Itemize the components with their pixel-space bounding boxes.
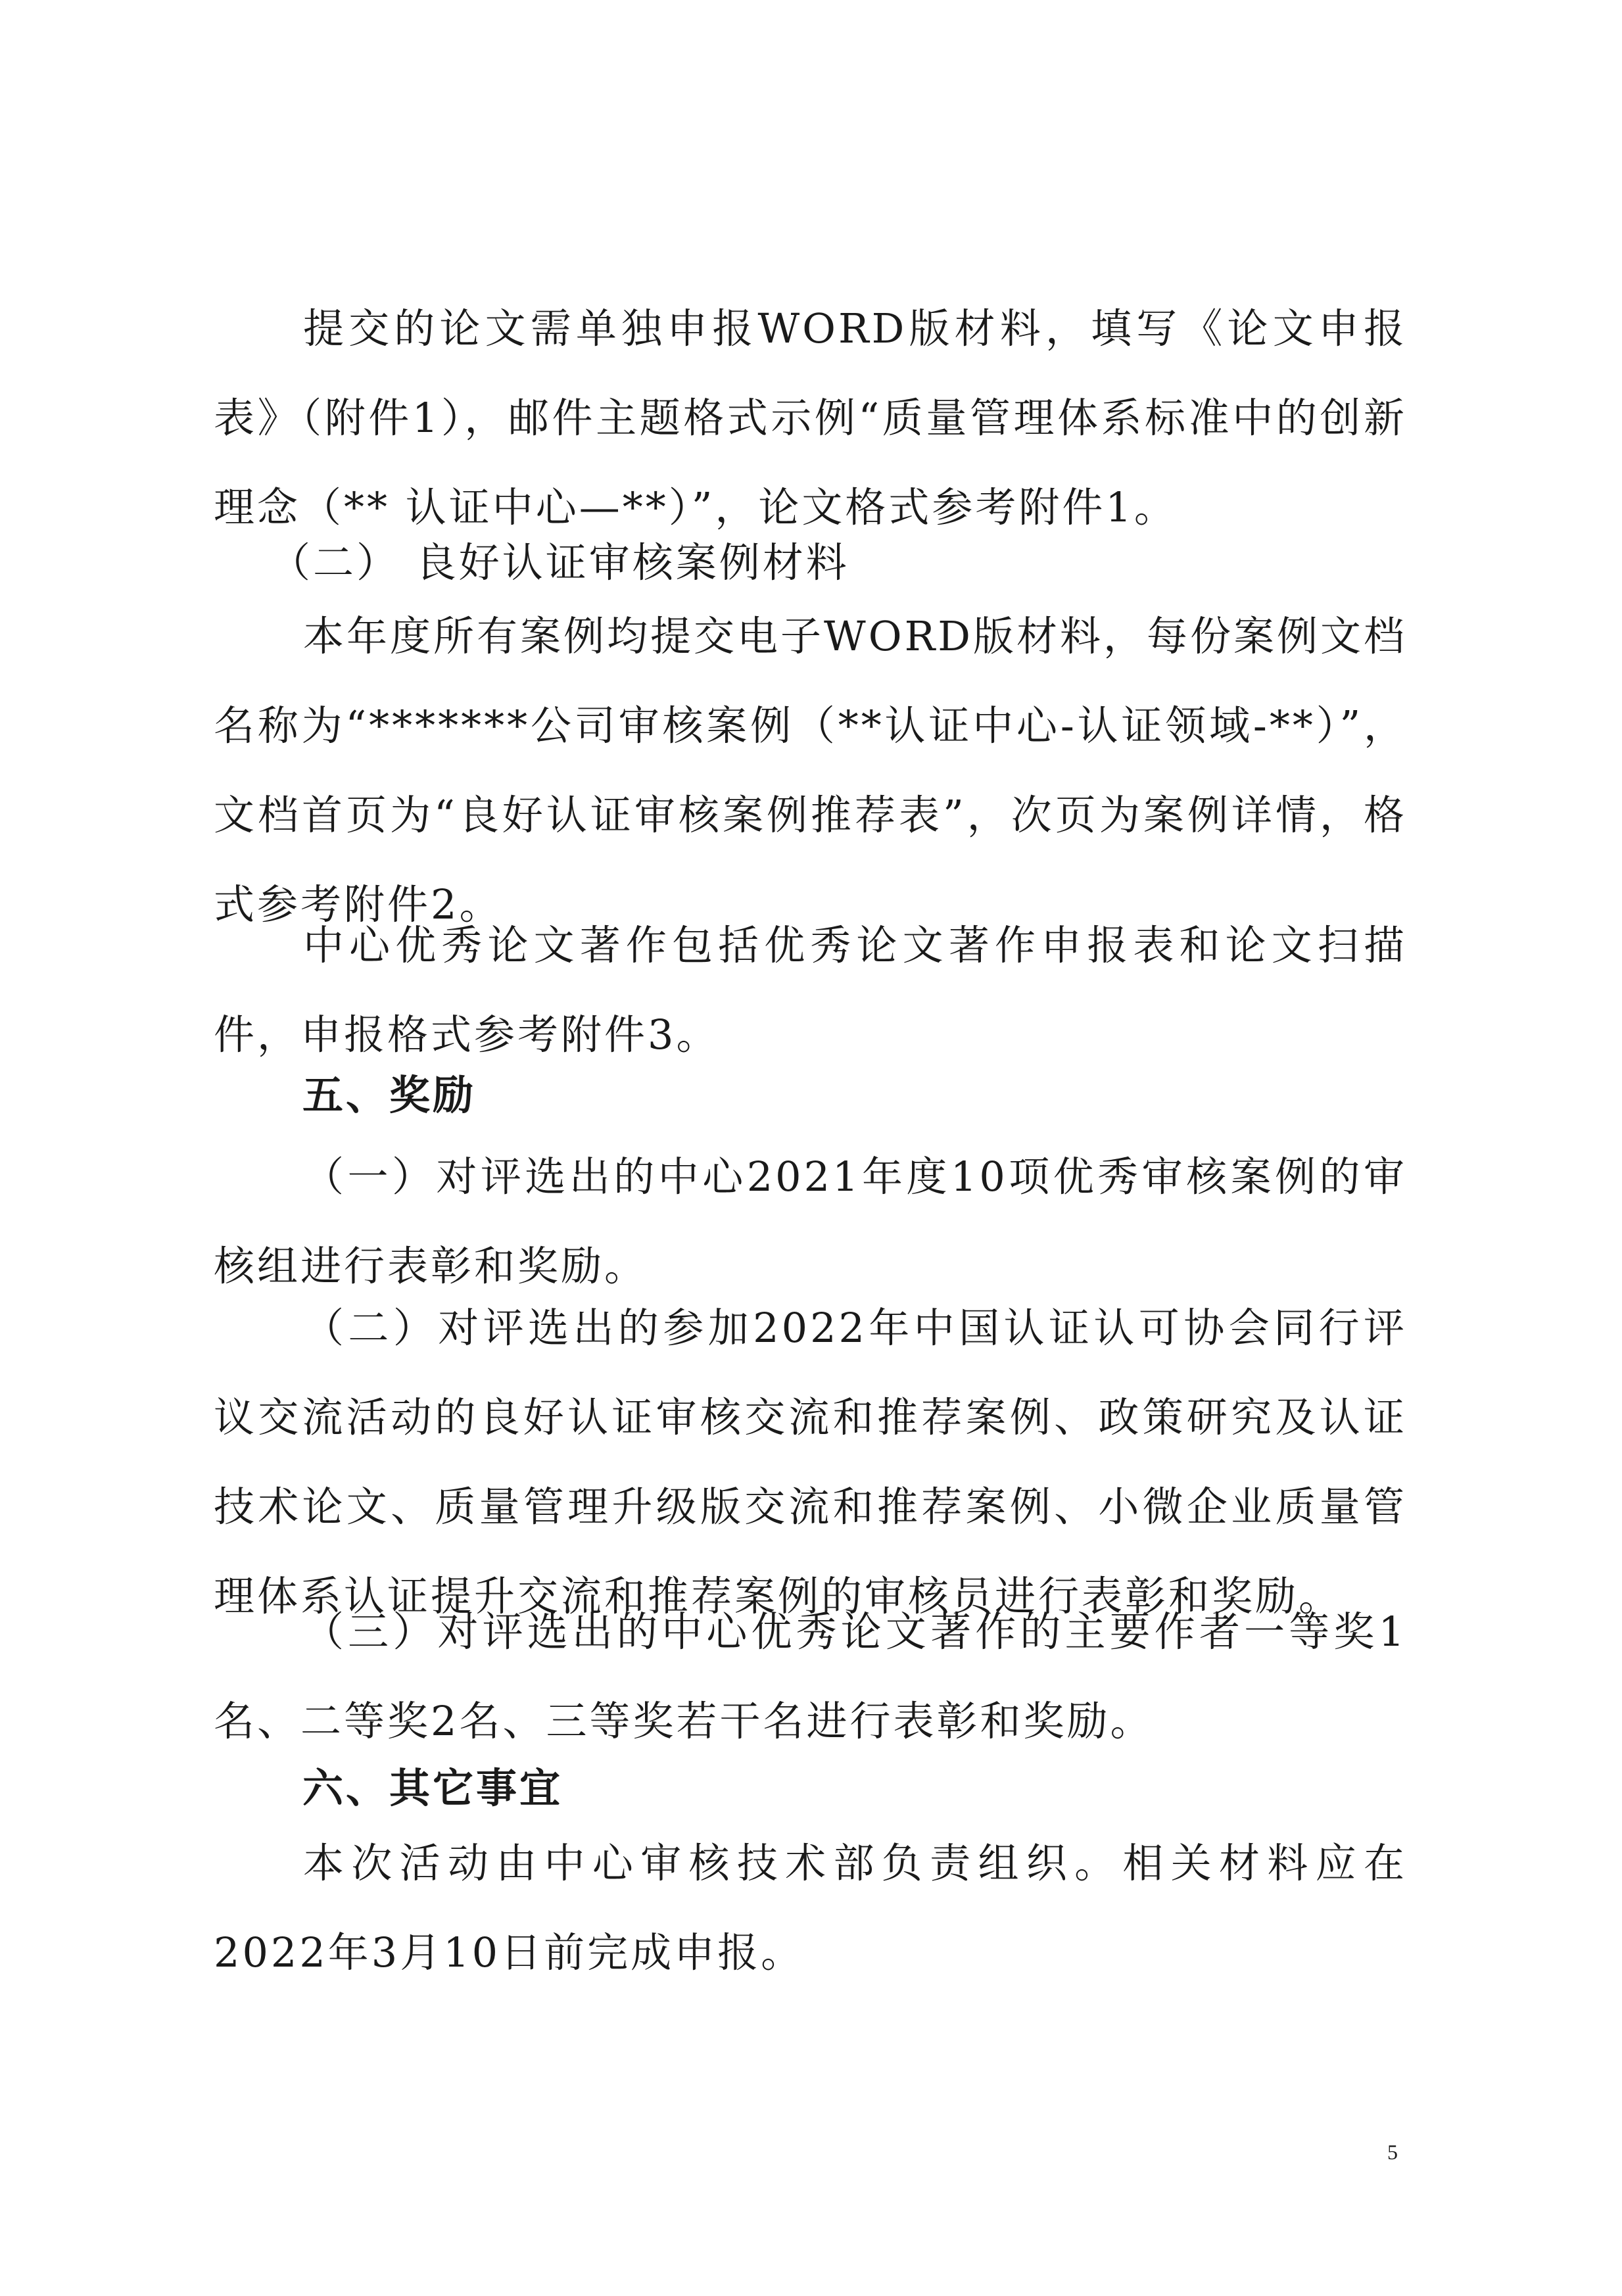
paragraph-paper-submission: 提交的论文需单独申报WORD版材料，填写《论文申报表》（附件1），邮件主题格式示例“质量管理体系标准中的创新理念（** 认证中心—**）”，论文格式参考附件1。 [214,304,1407,531]
paragraph-reward-1: （一）对评选出的中心2021年度10项优秀审核案例的审核组进行表彰和奖励。 [214,1153,1407,1290]
section-heading-rewards: 五、奖励 [302,1071,477,1119]
paragraph-organization: 本次活动由中心审核技术部负责组织。相关材料应在2022年3月10日前完成申报。 [214,1839,1407,1976]
paragraph-reward-2: （二）对评选出的参加2022年中国认证认可协会同行评议交流活动的良好认证审核交流和推荐案例、政策研究及认证技术论文、质量管理升级版交流和推荐案例、小微企业质量管理体系认证提升交流和推荐案例的审核员进行表彰和奖励。 [214,1304,1407,1620]
section-heading-other-matters: 六、其它事宜 [302,1764,563,1812]
paragraph-excellent-papers: 中心优秀论文著作包括优秀论文著作申报表和论文扫描件，申报格式参考附件3。 [214,921,1407,1059]
subheading-case-materials: （二） 良好认证审核案例材料 [270,538,849,586]
paragraph-reward-3: （三）对评选出的中心优秀论文著作的主要作者一等奖1名、二等奖2名、三等奖若干名进行表彰和奖励。 [214,1608,1407,1745]
paragraph-case-submission: 本年度所有案例均提交电子WORD版材料，每份案例文档名称为“*******公司审核案例（**认证中心-认证领域-**）”，文档首页为“良好认证审核案例推荐表”，次页为案例详情，格式参考附件2。 [214,612,1407,928]
page-number: 5 [1387,2140,1398,2164]
